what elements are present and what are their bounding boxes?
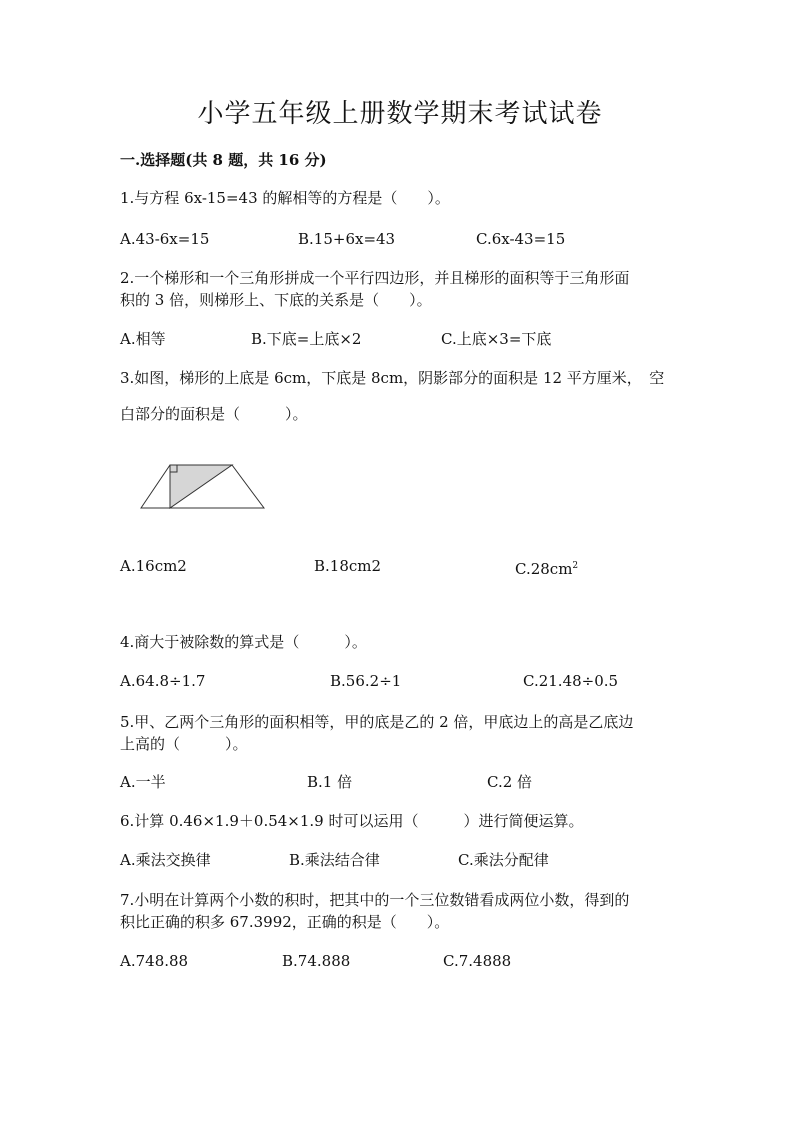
question-5-text-line-2: 上高的（ ）。 <box>120 735 248 753</box>
exam-title: 小学五年级上册数学期末考试试卷 <box>197 99 603 129</box>
question-4-option-b: B.56.2÷1 <box>330 672 402 690</box>
question-4-option-a: A.64.8÷1.7 <box>120 672 206 690</box>
question-6-option-c: C.乘法分配律 <box>458 851 549 869</box>
section-heading: 一.选择题(共 8 题，共 16 分) <box>120 151 327 169</box>
question-5-option-c: C.2 倍 <box>487 773 533 791</box>
question-3-option-a: A.16cm2 <box>120 557 187 575</box>
question-1-option-a: A.43-6x=15 <box>120 230 210 248</box>
question-3-text-line-1: 3.如图，梯形的上底是 6cm，下底是 8cm，阴影部分的面积是 12 平方厘米， 空 <box>120 369 665 387</box>
question-5-text-line-1: 5.甲、乙两个三角形的面积相等，甲的底是乙的 2 倍，甲底边上的高是乙底边 <box>120 713 634 731</box>
question-5-option-b: B.1 倍 <box>307 773 353 791</box>
question-5-option-a: A.一半 <box>120 773 166 791</box>
question-7-option-b: B.74.888 <box>282 952 351 970</box>
question-2-option-b: B.下底=上底×2 <box>251 330 362 348</box>
question-3-option-b: B.18cm2 <box>314 557 382 575</box>
trapezoid-figure <box>138 460 268 512</box>
question-1-text: 1.与方程 6x-15=43 的解相等的方程是（ ）。 <box>120 189 450 207</box>
superscript-2: 2 <box>572 561 579 571</box>
question-3-text-line-2: 白部分的面积是（ ）。 <box>120 405 308 423</box>
question-2-text-line-1: 2.一个梯形和一个三角形拼成一个平行四边形，并且梯形的面积等于三角形面 <box>120 269 630 287</box>
question-2-option-c: C.上底×3=下底 <box>441 330 552 348</box>
question-3-option-c-text: C.28cm <box>515 560 573 578</box>
question-4-text: 4.商大于被除数的算式是（ ）。 <box>120 633 367 651</box>
question-7-text-line-1: 7.小明在计算两个小数的积时，把其中的一个三位数错看成两位小数，得到的 <box>120 891 630 909</box>
question-6-option-a: A.乘法交换律 <box>120 851 211 869</box>
question-6-option-b: B.乘法结合律 <box>289 851 380 869</box>
question-6-text: 6.计算 0.46×1.9＋0.54×1.9 时可以运用（ ）进行简便运算。 <box>120 812 584 830</box>
question-1-option-b: B.15+6x=43 <box>298 230 396 248</box>
question-3-option-c <box>515 555 578 580</box>
question-7-option-c: C.7.4888 <box>443 952 512 970</box>
shaded-triangle <box>170 465 232 508</box>
question-7-option-a: A.748.88 <box>120 952 189 970</box>
question-4-option-c: C.21.48÷0.5 <box>523 672 619 690</box>
question-1-option-c: C.6x-43=15 <box>476 230 566 248</box>
question-2-option-a: A.相等 <box>120 330 166 348</box>
question-2-text-line-2: 积的 3 倍，则梯形上、下底的关系是（ ）。 <box>120 291 432 309</box>
question-7-text-line-2: 积比正确的积多 67.3992，正确的积是（ ）。 <box>120 913 450 931</box>
